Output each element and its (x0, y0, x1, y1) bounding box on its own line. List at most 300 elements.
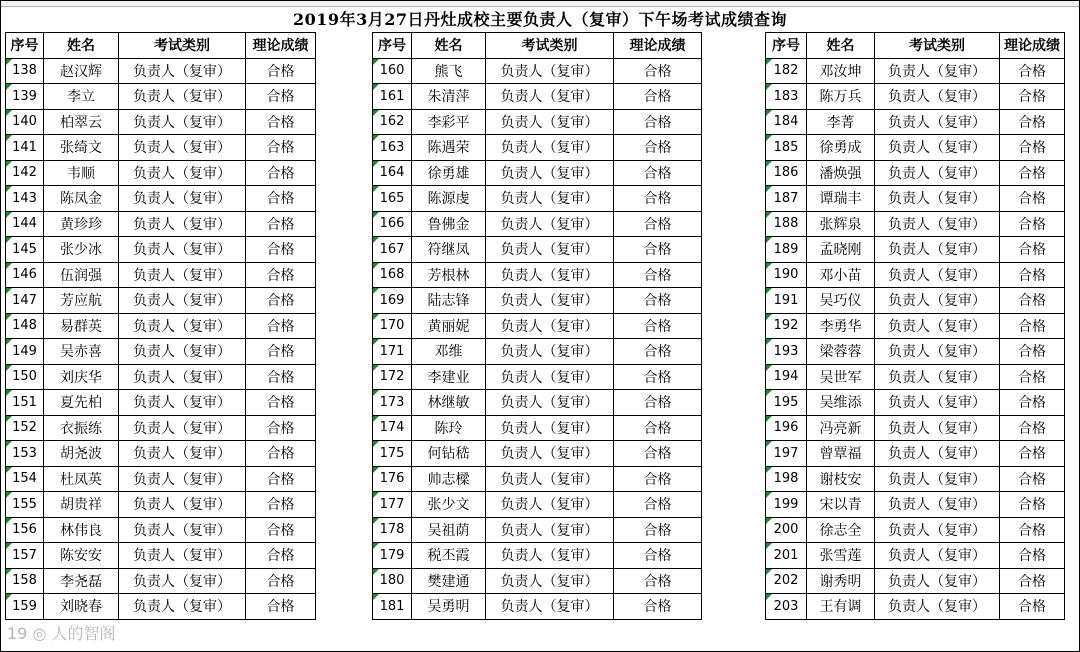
cell-id: 181 (373, 594, 412, 620)
cell-score: 合格 (246, 84, 316, 110)
table-row (6, 288, 316, 314)
table-row (766, 466, 1065, 492)
cell-id: 149 (6, 339, 44, 365)
col-header-category: 考试类别 (875, 33, 1000, 59)
cell-score: 合格 (246, 594, 316, 620)
cell-name: 徐勇成 (807, 135, 875, 161)
cell-id: 172 (373, 364, 412, 390)
cell-score: 合格 (246, 339, 316, 365)
cell-name: 孟晓刚 (807, 237, 875, 263)
table-row (6, 339, 316, 365)
cell-id: 145 (6, 237, 44, 263)
cell-id: 196 (766, 415, 807, 441)
cell-category: 负责人（复审） (875, 84, 1000, 110)
cell-id: 195 (766, 390, 807, 416)
cell-name: 梁蓉蓉 (807, 339, 875, 365)
cell-name: 刘晓春 (44, 594, 119, 620)
cell-id: 199 (766, 492, 807, 518)
table-row (766, 135, 1065, 161)
cell-id: 152 (6, 415, 44, 441)
cell-id: 157 (6, 543, 44, 569)
cell-name: 熊飞 (412, 58, 486, 84)
cell-category: 负责人（复审） (486, 211, 614, 237)
cell-category: 负责人（复审） (486, 466, 614, 492)
cell-score: 合格 (1000, 186, 1065, 212)
cell-score: 合格 (246, 160, 316, 186)
table-row (373, 415, 702, 441)
cell-id: 171 (373, 339, 412, 365)
cell-score: 合格 (614, 313, 702, 339)
table-row (373, 441, 702, 467)
cell-name: 邓维 (412, 339, 486, 365)
cell-id: 153 (6, 441, 44, 467)
cell-name: 曾覃福 (807, 441, 875, 467)
col-header-id: 序号 (766, 33, 807, 59)
cell-name: 吴世军 (807, 364, 875, 390)
cell-category: 负责人（复审） (875, 109, 1000, 135)
table-row (6, 594, 316, 620)
cell-category: 负责人（复审） (119, 568, 246, 594)
cell-category: 负责人（复审） (119, 364, 246, 390)
cell-score: 合格 (246, 58, 316, 84)
cell-name: 谭瑞丰 (807, 186, 875, 212)
cell-name: 税丕霞 (412, 543, 486, 569)
cell-score: 合格 (246, 135, 316, 161)
cell-id: 156 (6, 517, 44, 543)
table-row (6, 466, 316, 492)
cell-score: 合格 (246, 517, 316, 543)
cell-id: 184 (766, 109, 807, 135)
cell-id: 167 (373, 237, 412, 263)
cell-score: 合格 (246, 211, 316, 237)
cell-score: 合格 (246, 492, 316, 518)
table-row (6, 313, 316, 339)
cell-id: 190 (766, 262, 807, 288)
cell-name: 李勇华 (807, 313, 875, 339)
table-row (6, 262, 316, 288)
cell-name: 吴祖荫 (412, 517, 486, 543)
cell-id: 165 (373, 186, 412, 212)
col-header-score: 理论成绩 (614, 33, 702, 59)
cell-name: 陈源虔 (412, 186, 486, 212)
cell-category: 负责人（复审） (119, 84, 246, 110)
cell-category: 负责人（复审） (486, 594, 614, 620)
cell-id: 168 (373, 262, 412, 288)
cell-name: 林继敏 (412, 390, 486, 416)
cell-score: 合格 (246, 364, 316, 390)
cell-category: 负责人（复审） (486, 441, 614, 467)
table-row (6, 543, 316, 569)
col-header-category: 考试类别 (486, 33, 614, 59)
cell-score: 合格 (614, 492, 702, 518)
cell-category: 负责人（复审） (875, 313, 1000, 339)
cell-score: 合格 (1000, 339, 1065, 365)
cell-score: 合格 (1000, 58, 1065, 84)
cell-name: 何钻嵇 (412, 441, 486, 467)
cell-category: 负责人（复审） (119, 313, 246, 339)
cell-category: 负责人（复审） (486, 339, 614, 365)
table-row (6, 364, 316, 390)
cell-category: 负责人（复审） (875, 492, 1000, 518)
table-row (766, 568, 1065, 594)
cell-id: 164 (373, 160, 412, 186)
cell-name: 吴巧仪 (807, 288, 875, 314)
cell-category: 负责人（复审） (875, 211, 1000, 237)
cell-id: 144 (6, 211, 44, 237)
cell-category: 负责人（复审） (875, 135, 1000, 161)
col-header-score: 理论成绩 (1000, 33, 1065, 59)
cell-category: 负责人（复审） (486, 109, 614, 135)
cell-score: 合格 (1000, 237, 1065, 263)
cell-id: 202 (766, 568, 807, 594)
cell-id: 141 (6, 135, 44, 161)
table-row (766, 492, 1065, 518)
cell-score: 合格 (246, 237, 316, 263)
cell-score: 合格 (1000, 594, 1065, 620)
cell-id: 178 (373, 517, 412, 543)
cell-score: 合格 (246, 415, 316, 441)
table-row (766, 160, 1065, 186)
cell-category: 负责人（复审） (875, 441, 1000, 467)
cell-name: 吴维添 (807, 390, 875, 416)
cell-id: 159 (6, 594, 44, 620)
cell-score: 合格 (614, 186, 702, 212)
cell-id: 161 (373, 84, 412, 110)
col-header-name: 姓名 (807, 33, 875, 59)
cell-id: 151 (6, 390, 44, 416)
table-row (373, 492, 702, 518)
table-row (766, 543, 1065, 569)
cell-category: 负责人（复审） (119, 415, 246, 441)
table-row (6, 58, 316, 84)
cell-category: 负责人（复审） (119, 288, 246, 314)
table-row (766, 313, 1065, 339)
table-row (373, 568, 702, 594)
cell-score: 合格 (1000, 288, 1065, 314)
col-header-id: 序号 (373, 33, 412, 59)
cell-score: 合格 (1000, 415, 1065, 441)
col-header-score: 理论成绩 (246, 33, 316, 59)
cell-category: 负责人（复审） (119, 339, 246, 365)
col-header-name: 姓名 (412, 33, 486, 59)
cell-name: 陈玲 (412, 415, 486, 441)
cell-score: 合格 (1000, 109, 1065, 135)
table-row (766, 594, 1065, 620)
cell-score: 合格 (614, 339, 702, 365)
cell-name: 张少冰 (44, 237, 119, 263)
table-row (766, 58, 1065, 84)
cell-name: 赵汉辉 (44, 58, 119, 84)
cell-id: 142 (6, 160, 44, 186)
cell-name: 吴勇明 (412, 594, 486, 620)
cell-category: 负责人（复审） (875, 390, 1000, 416)
cell-id: 197 (766, 441, 807, 467)
cell-name: 李菁 (807, 109, 875, 135)
cell-score: 合格 (614, 84, 702, 110)
cell-name: 李建业 (412, 364, 486, 390)
cell-name: 夏先柏 (44, 390, 119, 416)
cell-id: 186 (766, 160, 807, 186)
cell-score: 合格 (246, 186, 316, 212)
cell-id: 191 (766, 288, 807, 314)
cell-score: 合格 (614, 594, 702, 620)
cell-id: 146 (6, 262, 44, 288)
cell-category: 负责人（复审） (119, 594, 246, 620)
header-row (766, 33, 1065, 59)
cell-score: 合格 (614, 160, 702, 186)
cell-score: 合格 (614, 390, 702, 416)
cell-id: 203 (766, 594, 807, 620)
cell-score: 合格 (614, 109, 702, 135)
cell-id: 175 (373, 441, 412, 467)
cell-score: 合格 (1000, 492, 1065, 518)
cell-id: 138 (6, 58, 44, 84)
results-table-3 (765, 32, 1065, 620)
cell-name: 刘庆华 (44, 364, 119, 390)
table-row (373, 84, 702, 110)
cell-category: 负责人（复审） (486, 492, 614, 518)
table-row (6, 135, 316, 161)
table-row (766, 109, 1065, 135)
cell-id: 147 (6, 288, 44, 314)
cell-name: 冯亮新 (807, 415, 875, 441)
cell-id: 169 (373, 288, 412, 314)
cell-score: 合格 (246, 313, 316, 339)
col-header-category: 考试类别 (119, 33, 246, 59)
cell-score: 合格 (614, 441, 702, 467)
cell-score: 合格 (1000, 364, 1065, 390)
cell-category: 负责人（复审） (875, 237, 1000, 263)
cell-score: 合格 (246, 288, 316, 314)
table-row (766, 390, 1065, 416)
table-row (373, 517, 702, 543)
cell-score: 合格 (246, 441, 316, 467)
cell-score: 合格 (614, 58, 702, 84)
cell-id: 187 (766, 186, 807, 212)
table-row (766, 339, 1065, 365)
cell-category: 负责人（复审） (486, 390, 614, 416)
cell-id: 140 (6, 109, 44, 135)
cell-score: 合格 (614, 568, 702, 594)
cell-id: 192 (766, 313, 807, 339)
cell-category: 负责人（复审） (119, 211, 246, 237)
cell-score: 合格 (614, 211, 702, 237)
cell-category: 负责人（复审） (119, 543, 246, 569)
cell-category: 负责人（复审） (486, 135, 614, 161)
cell-category: 负责人（复审） (875, 364, 1000, 390)
cell-name: 李尧磊 (44, 568, 119, 594)
cell-name: 胡贵祥 (44, 492, 119, 518)
cell-name: 王有调 (807, 594, 875, 620)
cell-category: 负责人（复审） (486, 364, 614, 390)
cell-category: 负责人（复审） (875, 415, 1000, 441)
cell-id: 155 (6, 492, 44, 518)
cell-name: 张雪莲 (807, 543, 875, 569)
cell-name: 帅志樑 (412, 466, 486, 492)
table-row (373, 186, 702, 212)
cell-id: 194 (766, 364, 807, 390)
cell-score: 合格 (246, 543, 316, 569)
cell-category: 负责人（复审） (875, 262, 1000, 288)
cell-category: 负责人（复审） (119, 390, 246, 416)
cell-name: 谢秀明 (807, 568, 875, 594)
cell-id: 179 (373, 543, 412, 569)
cell-category: 负责人（复审） (119, 135, 246, 161)
cell-category: 负责人（复审） (875, 186, 1000, 212)
cell-score: 合格 (1000, 390, 1065, 416)
cell-category: 负责人（复审） (486, 237, 614, 263)
cell-category: 负责人（复审） (486, 517, 614, 543)
cell-score: 合格 (614, 517, 702, 543)
cell-score: 合格 (1000, 568, 1065, 594)
col-header-name: 姓名 (44, 33, 119, 59)
cell-id: 158 (6, 568, 44, 594)
cell-id: 154 (6, 466, 44, 492)
cell-category: 负责人（复审） (119, 262, 246, 288)
cell-name: 陈凤金 (44, 186, 119, 212)
table-row (766, 517, 1065, 543)
cell-id: 173 (373, 390, 412, 416)
table-row (6, 492, 316, 518)
cell-name: 陈万兵 (807, 84, 875, 110)
table-row (766, 415, 1065, 441)
cell-score: 合格 (614, 543, 702, 569)
table-row (766, 288, 1065, 314)
cell-name: 陆志锋 (412, 288, 486, 314)
header-row (373, 33, 702, 59)
cell-name: 张少文 (412, 492, 486, 518)
cell-name: 黄丽妮 (412, 313, 486, 339)
cell-name: 徐勇雄 (412, 160, 486, 186)
cell-id: 170 (373, 313, 412, 339)
cell-name: 伍润强 (44, 262, 119, 288)
cell-category: 负责人（复审） (875, 517, 1000, 543)
cell-name: 吴赤喜 (44, 339, 119, 365)
cell-name: 柏翠云 (44, 109, 119, 135)
cell-score: 合格 (1000, 517, 1065, 543)
table-row (6, 415, 316, 441)
cell-score: 合格 (614, 237, 702, 263)
cell-id: 180 (373, 568, 412, 594)
table-row (373, 594, 702, 620)
cell-name: 张辉泉 (807, 211, 875, 237)
table-row (373, 543, 702, 569)
cell-category: 负责人（复审） (486, 568, 614, 594)
cell-score: 合格 (614, 288, 702, 314)
cell-score: 合格 (246, 262, 316, 288)
cell-name: 樊建通 (412, 568, 486, 594)
cell-category: 负责人（复审） (486, 313, 614, 339)
table-row (6, 84, 316, 110)
table-row (373, 466, 702, 492)
cell-category: 负责人（复审） (119, 492, 246, 518)
cell-score: 合格 (614, 135, 702, 161)
cell-category: 负责人（复审） (119, 109, 246, 135)
cell-name: 鲁佛金 (412, 211, 486, 237)
cell-score: 合格 (614, 262, 702, 288)
table-row (6, 568, 316, 594)
cell-id: 162 (373, 109, 412, 135)
table-row (6, 237, 316, 263)
cell-category: 负责人（复审） (875, 543, 1000, 569)
cell-category: 负责人（复审） (119, 186, 246, 212)
cell-name: 符继凤 (412, 237, 486, 263)
cell-category: 负责人（复审） (119, 237, 246, 263)
cell-score: 合格 (1000, 466, 1065, 492)
cell-category: 负责人（复审） (875, 160, 1000, 186)
cell-id: 174 (373, 415, 412, 441)
cell-name: 芳根林 (412, 262, 486, 288)
cell-name: 张绮文 (44, 135, 119, 161)
cell-category: 负责人（复审） (119, 466, 246, 492)
table-row (766, 441, 1065, 467)
cell-category: 负责人（复审） (486, 58, 614, 84)
cell-score: 合格 (246, 568, 316, 594)
cell-category: 负责人（复审） (875, 288, 1000, 314)
table-row (766, 186, 1065, 212)
cell-name: 谢枝安 (807, 466, 875, 492)
cell-category: 负责人（复审） (486, 262, 614, 288)
table-row (373, 160, 702, 186)
table-row (6, 441, 316, 467)
cell-id: 148 (6, 313, 44, 339)
table-row (373, 237, 702, 263)
table-row (373, 390, 702, 416)
cell-name: 邓汝坤 (807, 58, 875, 84)
cell-score: 合格 (1000, 211, 1065, 237)
cell-score: 合格 (246, 390, 316, 416)
cell-category: 负责人（复审） (486, 186, 614, 212)
cell-name: 黄珍珍 (44, 211, 119, 237)
cell-id: 176 (373, 466, 412, 492)
cell-name: 潘焕强 (807, 160, 875, 186)
cell-score: 合格 (1000, 543, 1065, 569)
cell-score: 合格 (1000, 313, 1065, 339)
table-row (373, 313, 702, 339)
table-row (373, 364, 702, 390)
table-row (6, 160, 316, 186)
table-row (766, 84, 1065, 110)
cell-category: 负责人（复审） (119, 517, 246, 543)
cell-id: 150 (6, 364, 44, 390)
table-row (6, 186, 316, 212)
cell-name: 李立 (44, 84, 119, 110)
cell-category: 负责人（复审） (875, 466, 1000, 492)
table-row (373, 339, 702, 365)
cell-score: 合格 (1000, 84, 1065, 110)
cell-category: 负责人（复审） (875, 594, 1000, 620)
cell-name: 徐志全 (807, 517, 875, 543)
cell-category: 负责人（复审） (875, 339, 1000, 365)
table-row (373, 288, 702, 314)
cell-name: 衣振练 (44, 415, 119, 441)
cell-score: 合格 (614, 364, 702, 390)
cell-id: 188 (766, 211, 807, 237)
cell-name: 李彩平 (412, 109, 486, 135)
cell-id: 139 (6, 84, 44, 110)
table-row (6, 211, 316, 237)
cell-score: 合格 (1000, 135, 1065, 161)
cell-id: 193 (766, 339, 807, 365)
cell-category: 负责人（复审） (119, 58, 246, 84)
table-row (766, 211, 1065, 237)
cell-id: 198 (766, 466, 807, 492)
table-row (766, 364, 1065, 390)
cell-score: 合格 (614, 415, 702, 441)
cell-id: 163 (373, 135, 412, 161)
table-row (6, 109, 316, 135)
cell-category: 负责人（复审） (486, 160, 614, 186)
